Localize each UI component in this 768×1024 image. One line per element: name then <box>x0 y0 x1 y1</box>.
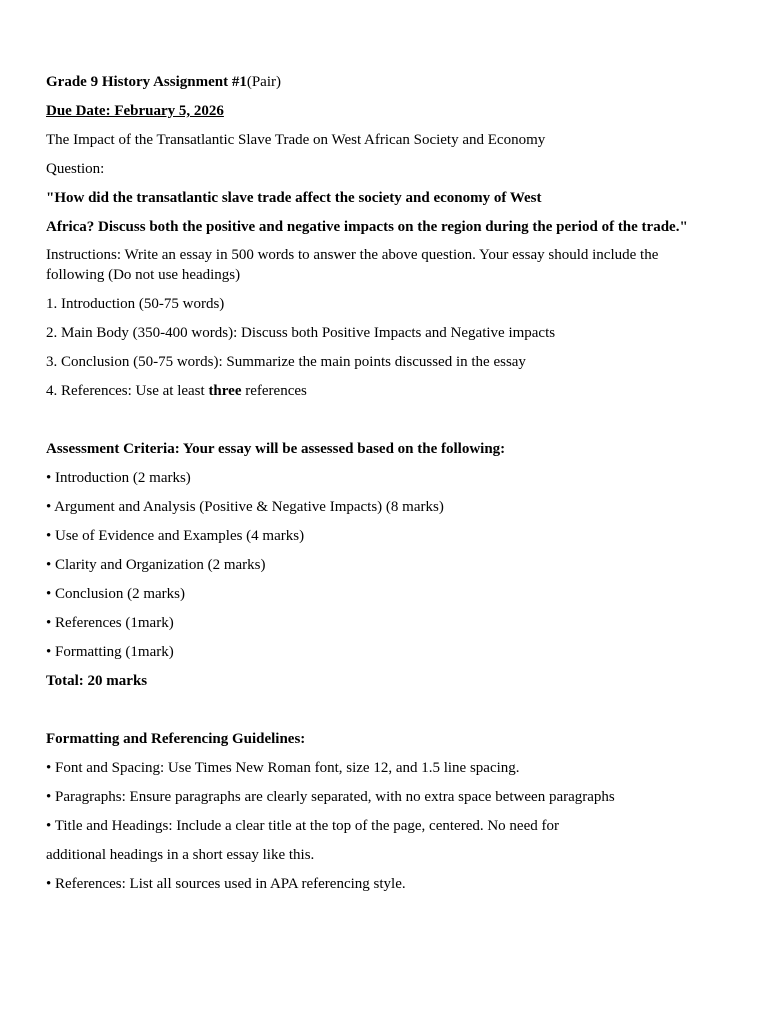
due-date: Due Date: February 5, 2026 <box>46 103 224 119</box>
item4-bold: three <box>208 383 242 399</box>
assessment-item-evidence: • Use of Evidence and Examples (4 marks) <box>46 528 305 544</box>
question-line-2: Africa? Discuss both the positive and negative impacts on the region during the period of the trade." <box>46 219 688 235</box>
item4-prefix: 4. References: Use at least <box>46 383 209 399</box>
question-line-1: "How did the transatlantic slave trade affect the society and economy of West <box>46 190 542 206</box>
assessment-heading: Assessment Criteria: Your essay will be assessed based on the following: <box>46 441 506 457</box>
guideline-references: • References: List all sources used in APA referencing style. <box>46 876 406 892</box>
guideline-title-headings-cont: additional headings in a short essay like this. <box>46 847 315 863</box>
assessment-item-clarity: • Clarity and Organization (2 marks) <box>46 557 266 573</box>
assessment-item-argument: • Argument and Analysis (Positive & Negative Impacts) (8 marks) <box>46 499 444 515</box>
title-suffix: (Pair) <box>246 74 281 90</box>
instruction-item-2: 2. Main Body (350-400 words): Discuss both Positive Impacts and Negative impacts <box>46 325 556 341</box>
assignment-title <box>46 73 281 91</box>
topic-line: The Impact of the Transatlantic Slave Trade on West African Society and Economy <box>46 132 546 148</box>
guidelines-heading: Formatting and Referencing Guidelines: <box>46 731 306 747</box>
guideline-font-spacing: • Font and Spacing: Use Times New Roman font, size 12, and 1.5 line spacing. <box>46 760 520 776</box>
instruction-item-4 <box>46 382 307 400</box>
instructions-text: Instructions: Write an essay in 500 words to answer the above question. Your essay should include the following (Do not use headings) <box>46 247 659 283</box>
guideline-paragraphs: • Paragraphs: Ensure paragraphs are clearly separated, with no extra space between paragraphs <box>46 789 615 805</box>
question-label: Question: <box>46 161 105 177</box>
assessment-item-references: • References (1mark) <box>46 615 174 631</box>
assessment-item-conclusion: • Conclusion (2 marks) <box>46 586 185 602</box>
guideline-title-headings: • Title and Headings: Include a clear title at the top of the page, centered. No need for <box>46 818 559 834</box>
assessment-total: Total: 20 marks <box>46 673 148 689</box>
assessment-item-introduction: • Introduction (2 marks) <box>46 470 191 486</box>
assessment-item-formatting: • Formatting (1mark) <box>46 644 174 660</box>
instruction-item-1: 1. Introduction (50-75 words) <box>46 296 225 312</box>
item4-suffix: references <box>241 383 307 399</box>
title-main: Grade 9 History Assignment #1 <box>46 74 247 90</box>
instruction-item-3: 3. Conclusion (50-75 words): Summarize the main points discussed in the essay <box>46 354 526 370</box>
